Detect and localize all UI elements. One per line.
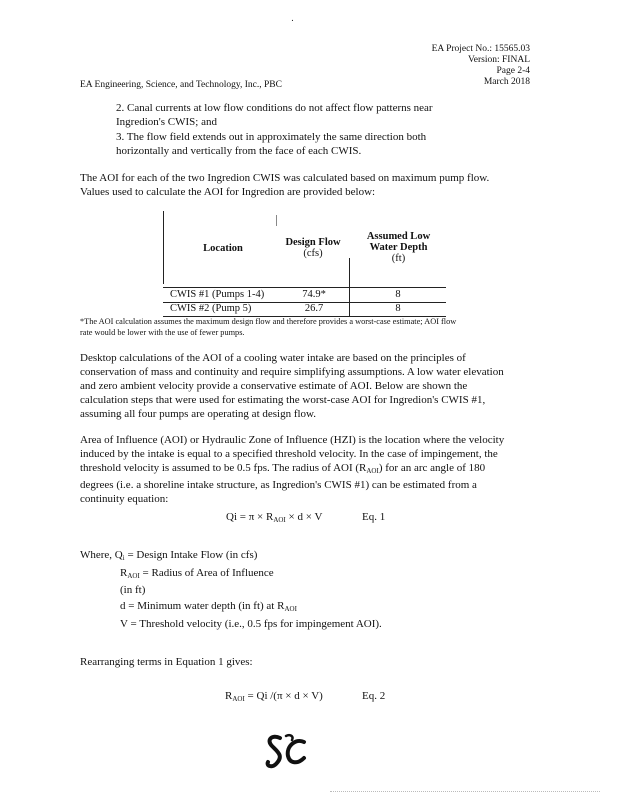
paragraph-line: induced by the intake is equal to a specified threshold velocity. In the case of impingement, the [80,448,498,460]
paragraph-line: Desktop calculations of the AOI of a cooling water intake are based on the principles of [80,352,466,364]
footnote-line: *The AOI calculation assumes the maximum design flow and therefore provides a worst-case estimate; AOI flow [80,317,457,326]
document-date: March 2018 [483,77,530,87]
table-header-rule [163,287,446,288]
subscript: AOI [366,467,379,475]
row-depth: 8 [395,289,401,300]
text-run: threshold velocity is assumed to be 0.5 fps. The radius of AOI (R [80,462,367,474]
eq-term: R [225,690,233,702]
text-run: = Radius of Area of Influence [139,567,274,579]
page-header-right [432,44,530,88]
row-flow: 74.9* [302,289,326,300]
equation-1 [226,511,322,524]
assumption-list [116,101,433,158]
subscript: AOI [284,605,297,613]
rearrange-line: Rearranging terms in Equation 1 gives: [80,656,253,668]
paragraph-line: degrees (i.e. a shoreline intake structure, as Ingredion's CWIS #1) can be estimated from a [80,479,477,491]
aoi-input-table [163,211,446,317]
page-number: Page 2-4 [496,66,530,76]
water-depth-label-2: Water Depth [369,242,428,253]
table-col-divider [276,215,277,226]
text-run: Where, Q [80,549,123,561]
list-line: 2. Canal currents at low flow conditions do not affect flow patterns near [116,102,433,114]
company-name: EA Engineering, Science, and Technology, Inc., PBC [80,80,282,90]
radius-unit: (in ft) [120,584,146,596]
row-depth: 8 [395,303,401,314]
desktop-calc-paragraph [80,351,504,421]
equation-1-label: Eq. 1 [362,511,386,523]
project-number: EA Project No.: 15565.03 [431,44,530,54]
text-run: ) for an arc angle of 180 [378,462,486,474]
equation-2-label: Eq. 2 [362,690,386,702]
col-header-design-flow [278,237,348,259]
water-depth-label-1: Assumed Low [366,231,431,242]
where-velocity-line: V = Threshold velocity (i.e., 0.5 fps for impingement AOI). [120,618,382,630]
col-header-water-depth [351,231,446,264]
paragraph-line: Values used to calculate the AOI for Ingredion are provided below: [80,186,376,198]
design-flow-unit: (cfs) [303,248,323,259]
eq-term: = Qi /(π × d × V) [244,690,323,702]
subscript: AOI [273,516,286,524]
list-line: horizontally and vertically from the face of each CWIS. [116,145,362,157]
list-line: Ingredion's CWIS; and [116,116,217,128]
bottom-scan-edge [330,791,600,793]
paragraph-line: continuity equation: [80,493,169,505]
aoi-intro-paragraph [80,171,489,199]
document-version: Version: FINAL [467,55,530,65]
where-radius-line [120,566,274,597]
design-flow-label: Design Flow [285,237,341,248]
eq-term: × d × V [285,511,323,523]
footnote-line: rate would be lower with the use of fewer pumps. [80,327,245,337]
paragraph-line: Area of Influence (AOI) or Hydraulic Zone of Influence (HZI) is the location where the velocity [80,434,505,446]
table-left-border [163,211,164,284]
row-location: CWIS #2 (Pump 5) [170,303,252,314]
col-header-location: Location [203,243,243,254]
table-footnote [80,317,456,338]
paragraph-line: assuming all four pumps are operating at design flow. [80,408,317,420]
text-run: R [120,567,128,579]
aoi-definition-paragraph [80,433,504,506]
row-location: CWIS #1 (Pumps 1-4) [170,289,265,300]
paragraph-line: conservation of mass and continuity and require simplifying assumptions. A low water elevation [80,366,504,378]
equation-2 [225,690,323,703]
text-run: d = Minimum water depth (in ft) at R [120,600,285,612]
text-run: = Design Intake Flow (in cfs) [124,549,258,561]
handwritten-initials [264,732,312,772]
water-depth-unit: (ft) [391,253,406,264]
paragraph-line: calculation steps that were used for estimating the worst-case AOI for Ingredion's CWIS #1, [80,394,486,406]
paragraph-line: and zero ambient velocity provide a conservative estimate of AOI. Below are shown the [80,380,468,392]
row-flow: 26.7 [304,303,324,314]
where-depth-line [120,599,297,616]
where-flow-line [80,548,257,565]
paragraph-line: The AOI for each of the two Ingredion CWIS was calculated based on maximum pump flow. [80,172,490,184]
subscript: AOI [127,572,140,580]
top-mark: . [291,14,294,24]
list-line: 3. The flow field extends out in approximately the same direction both [116,131,427,143]
subscript: AOI [232,695,245,703]
paragraph-line [80,461,504,478]
eq-term: Qi = π × R [226,511,274,523]
subscript: i [122,554,125,562]
